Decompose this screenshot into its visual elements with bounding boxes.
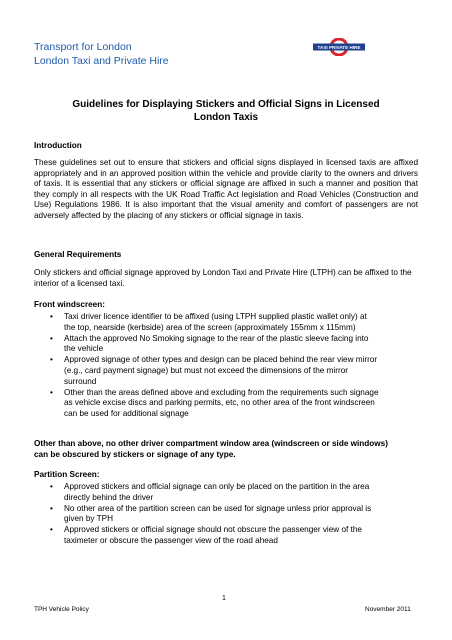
document-title xyxy=(48,98,404,124)
list-item: • Taxi driver licence identifier to be affixed (using LTPH supplied plastic wallet only) at the top, nearside (kerbside) area of the screen (approximately 155mm x 115mm) xyxy=(50,312,380,333)
general-requirements-paragraph: Only stickers and official signage approved by London Taxi and Private Hire (LTPH) can be affixed to the interior of a licensed taxi. xyxy=(34,268,412,288)
page-number: 1 xyxy=(222,595,226,602)
partition-screen-list xyxy=(50,482,380,547)
list-item: • Approved signage of other types and design can be placed behind the rear view mirror (e.g., card payment signage) but must not exceed the dimensions of the mirror surround xyxy=(50,355,380,387)
front-windscreen-heading: Front windscreen: xyxy=(34,300,105,309)
tfl-roundel-logo xyxy=(312,38,366,56)
title-line-2: London Taxis xyxy=(193,112,259,123)
intro-heading: Introduction xyxy=(34,141,82,150)
window-obscuring-notice: Other than above, no other driver compartment window area (windscreen or side windows) can be obscured by stickers or signage of any type. xyxy=(34,439,388,459)
front-windscreen-list xyxy=(50,312,380,420)
general-requirements-heading: General Requirements xyxy=(34,250,122,259)
title-line-1: Guidelines for Displaying Stickers and Official Signs in Licensed xyxy=(72,99,380,110)
list-item: • No other area of the partition screen can be used for signage unless prior approval is given by TPH xyxy=(50,504,380,525)
org-name: Transport for London xyxy=(34,41,132,53)
footer-left: TPH Vehicle Policy xyxy=(34,606,89,613)
roundel-text: TAXI PRIVATE HIRE xyxy=(317,44,361,50)
list-item: • Approved stickers or official signage should not obscure the passenger view of the taximeter or obscure the passenger view of the road ahead xyxy=(50,525,380,546)
org-division: London Taxi and Private Hire xyxy=(34,55,169,67)
list-item: • Other than the areas defined above and excluding from the requirements such signage as vehicle excise discs and parking permits, etc, no other area of the front windscreen can be used for additional signage xyxy=(50,388,380,420)
footer-right: November 2011 xyxy=(365,606,411,613)
partition-screen-heading: Partition Screen: xyxy=(34,470,100,479)
list-item: • Approved stickers and official signage can only be placed on the partition in the area directly behind the driver xyxy=(50,482,380,503)
intro-paragraph: These guidelines set out to ensure that stickers and official signs displayed in licensed taxis are affixed appropriately and in an approved position within the vehicle and provide clarity to the owners and drivers of taxis. It is essential that any stickers or official signage are affixed in such a manner and position that they comply in all respects with the UK Road Traffic Act legislation and Road Vehicles (Construction and Use) Regulations 1986. It is also important that the visual amenity and comfort of passengers are not adversely affected by the placing of any stickers or official signage in taxis. xyxy=(34,158,418,220)
list-item: • Attach the approved No Smoking signage to the rear of the plastic sleeve facing into the vehicle xyxy=(50,334,380,355)
organisation-header xyxy=(34,40,169,68)
